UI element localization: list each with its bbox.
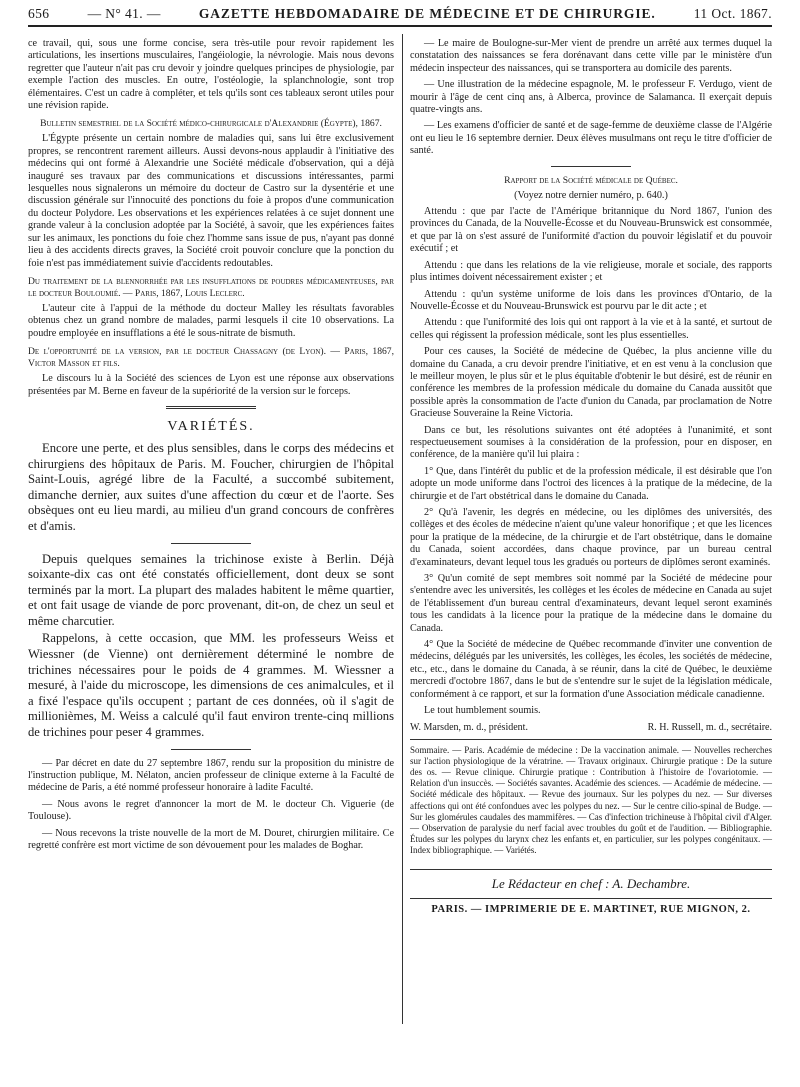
newspaper-page	[28, 6, 772, 1081]
rapport-subheading: (Voyez notre dernier numéro, p. 640.)	[514, 189, 668, 201]
attendu-3: Attendu : qu'un système uniforme de lois dans les provinces d'Ontario, de la Nouvelle-Écosse et du Nouveau-Brunswick est pourvu par le dit acte ; et	[410, 288, 772, 312]
separator	[551, 166, 631, 167]
resolution-3: 3° Qu'un comité de sept membres soit nommé par la Société de médecine pour s'entendre avec les universités, les collèges et les écoles de médecine en Canada au sujet de l'établissement d'un bureau central d'examinateurs, devant lequel seront examinés tous les candidats à la licence pour la pratique de la médecine dans le domaine du Canada.	[410, 573, 772, 634]
secretary-signature: R. H. Russell, m. d., secrétaire.	[647, 721, 772, 733]
editor-line: Le Rédacteur en chef : A. Dechambre.	[410, 869, 772, 892]
section-separator	[166, 406, 256, 409]
attendu-1: Attendu : que par l'acte de l'Amérique britannique du Nord 1867, l'union des provinces du Canada, de la Nouvelle-Écosse et du Nouveau-Brunswick est consommée, et que par là on s'est assuré de l'uniformité d'action du pouvoir législatif et du pouvoir exécutif ; et	[410, 206, 772, 255]
bulletin-paragraph: L'Égypte présente un certain nombre de maladies qui, sans lui être exclusivement propres, se rencontrent rarement ailleurs. Aussi devons-nous applaudir à l'initiative des médecins qui ont formé à Alexandrie une Société médicale d'observation, qui a déjà inauguré ses travaux par des communications et discussions intéressantes, parmi lesquelles nous signalerons un mémoire du docteur de Castro sur la dysentérie et une discussion générale sur l'innocuité des ponctions du foie à propos d'une communication du docteur Polydore. Les observations et les expériences relatées à ce sujet donnent une grande valeur à la conclusion adoptée par la Société, à savoir, que les expériences faites sur les animaux, les ponctions du foie chez l'homme sans issue de pus, n'ayant pas donné lieu à des accidents directs graves, la Société croit pouvoir conclure que la ponction du foie n'est pas immédiatement suivie d'accidents redoutables.	[28, 133, 394, 269]
bulletin-heading: Bulletin semestriel de la Société médico-chirurgicale d'Alexandrie (Égypte), 1867.	[40, 118, 382, 130]
issue-date: 11 Oct. 1867.	[693, 6, 772, 21]
column-divider	[402, 34, 403, 1024]
foucher-paragraph: Encore une perte, et des plus sensibles, dans le corps des médecins et chirurgiens des hôpitaux de Paris. M. Foucher, chirurgien de l'hôpital Saint-Louis, agrégé libre de la Faculté, a succombé subitement, dimanche dernier, aux suites d'une affection du cœur et de l'aorte. Ses obsèques ont eu lieu mardi, au milieu d'un grand concours de confrères et d'amis.	[28, 440, 394, 533]
trichinose-paragraph-2: Rappelons, à cette occasion, que MM. les professeurs Weiss et Wiessner (de Vienne) ont dernièrement déterminé le nombre de trichines nécessaires pour le poids de 4 grammes. M. Wiessner a mesuré, à l'aide du microscope, les dimensions de ces animalcules, et il a fixé l'espace qu'ils occupent ; partant de ces données, où il s'agit de millionièmes, M. Weiss a calculé qu'il faut environ trente-cinq millions de trichines pour peser 4 grammes.	[28, 631, 394, 740]
varietes-large-block	[28, 441, 394, 741]
right-column	[410, 38, 772, 915]
separator	[171, 749, 251, 750]
decret-paragraph: — Par décret en date du 27 septembre 1867, rendu sur la proposition du ministre de l'instruction publique, M. Nélaton, ancien professeur de clinique externe à la Faculté de médecine de Paris, a été nommé professeur honoraire à ladite Faculté.	[28, 757, 394, 794]
resolution-4: 4° Que la Société de médecine de Québec recommande d'inviter une convention de médecins, délégués par les universités, les collèges, les écoles, les sociétés de médecine, etc., etc., dans le domaine du Canada, à se réunir, dans la cité de Québec, le deuxième mercredi d'octobre 1867, dans le but de s'entendre sur le sujet de la législation médicale, conformément à ce rapport, et sur la formation d'une Association médicale canadienne.	[410, 639, 772, 700]
intro-paragraph: ce travail, qui, sous une forme concise, sera très-utile pour revoir rapidement les articulations, les insertions musculaires, l'angéiologie, la névrologie. Mais nous devons regretter que l'auteur n'ait pas cru devoir y joindre quelques principes de physiologie, par exemple l'action des muscles. En outre, l'ostéologie, la splanchnologie, sont trop élémentaires. C'est un cadre à compléter, et tels qu'ils sont ces tableaux seront utiles pour une révision rapide.	[28, 38, 394, 112]
blenno-heading: Du traitement de la blennorrhée par les insufflations de poudres médicamenteuses, par le docteur Bouloumié. — Paris, 1867, Louis Leclerc.	[28, 275, 394, 299]
signatures	[410, 722, 772, 733]
pour-ces-causes: Pour ces causes, la Société de médecine de Québec, la plus ancienne ville du domaine du Canada, a cru devoir prendre l'initiative, et en est venu à la conclusion que le meilleur moyen, le plus sûr et le plus équitable d'obtenir le but désiré, est de réunir en conférence les membres de la profession médicale du domaine du Canada aussitôt que possible après la consommation de l'acte d'union du Canada, par proclamation de Notre Gracieuse Souveraine la Reine Victoria.	[410, 346, 772, 420]
separator	[171, 543, 251, 544]
attendu-4: Attendu : que l'uniformité des lois qui ont rapport à la vie et à la santé, et surtout de celles qui régissent la profession médicale, sont les plus essentielles.	[410, 317, 772, 341]
resolution-2: 2° Qu'à l'avenir, les degrés en médecine, ou les diplômes des universités, des collèges et des écoles de médecine n'aient qu'une valeur honorifique ; et que les licences pour la pratique de la médecine, de la chirurgie et de l'art obstétrique, dans le domaine du Canada, soient accordées, dans chaque province, par un bureau central d'examinateurs, devant lequel tous les gradués ou porteurs de diplômes seront examinés.	[410, 507, 772, 568]
page-header	[28, 6, 772, 27]
soumis-line: Le tout humblement soumis.	[424, 705, 541, 717]
boulogne-paragraph: — Le maire de Boulogne-sur-Mer vient de prendre un arrêté aux termes duquel la constatation des naissances se fera dorénavant dans cette ville par le ministère d'un médecin inspecteur des naissances, qui se transportera au domicile des parents.	[410, 38, 772, 74]
viguerie-paragraph: — Nous avons le regret d'annoncer la mort de M. le docteur Ch. Viguerie (de Toulouse).	[28, 798, 394, 823]
left-column	[28, 38, 394, 856]
dans-ce-but: Dans ce but, les résolutions suivantes ont été adoptées à l'unanimité, et sont respectueusement soumises à la considération de la profession, pour en disposer, en conférence, de la manière qu'il lui plaira :	[410, 424, 772, 461]
douret-paragraph: — Nous recevons la triste nouvelle de la mort de M. Douret, chirurgien militaire. Ce regretté confrère est mort victime de son dévouement pour les malades de Boghar.	[28, 827, 394, 852]
page-number: 656	[28, 6, 50, 21]
issue-number: — N° 41. —	[87, 6, 161, 21]
version-heading: De l'opportunité de la version, par le docteur Chassagny (de Lyon). — Paris, 1867, Victor Masson et fils.	[28, 346, 394, 370]
trichinose-paragraph-1: Depuis quelques semaines la trichinose existe à Berlin. Déjà soixante-dix cas ont été constatés officiellement, dont deux se sont terminés par la mort. La plupart des malades habitent le même quartier, et ont fait usage de viande de porc provenant, dit-on, de chez un seul et même charcutier.	[28, 551, 394, 628]
sommaire-block: Sommaire. — Paris. Académie de médecine : De la vaccination animale. — Nouvelles recherches sur l'action physiologique de la vératrine. — Travaux originaux. Chirurgie pratique : De la suture des os. — Revue clinique. Chirurgie pratique : Contribution à l'histoire de l'ovariotomie. — Relation d'un insuccès. — Sociétés savantes. Académie des sciences. — Académie de médecine. — Société médicale des hôpitaux. — Revue des journaux. Sur les polypes du nez. — Sur diverses affections qui ont été confondues avec les polypes du nez. — Sur le centre cilio-spinal de Budge. — Sur les glomérules caudales des mammifères. — Cas d'infection trichineuse à l'hôpital civil d'Alger. — Observation de paralysie du nerf facial avec troubles du goût et de l'audition. — Bibliographie. Études sur les polypes du larynx chez les enfants et, en particulier, sur les polypes congénitaux. — Index bibliographique. — Variétés.	[410, 739, 772, 857]
resolution-1: 1° Que, dans l'intérêt du public et de la profession médicale, il est désirable que l'on adopte un mode uniforme dans l'octroi des licences à la pratique de la médecine, de la chirurgie et de l'art obstétrical dans le domaine du Canada.	[410, 465, 772, 502]
algerie-paragraph: — Les examens d'officier de santé et de sage-femme de deuxième classe de l'Algérie ont eu lieu le 16 septembre dernier. Deux élèves musulmans ont reçu le titre d'officier de santé.	[410, 120, 772, 157]
verdugo-paragraph: — Une illustration de la médecine espagnole, M. le professeur F. Verdugo, vient de mourir à l'âge de cent cinq ans, à Alberca, province de Salamanca. Il exerçait depuis quatre-vingts ans.	[410, 79, 772, 116]
varietes-heading: VARIÉTÉS.	[167, 418, 255, 434]
printer-line: PARIS. — IMPRIMERIE DE E. MARTINET, RUE MIGNON, 2.	[410, 898, 772, 915]
president-signature: W. Marsden, m. d., président.	[410, 721, 528, 733]
attendu-2: Attendu : que dans les relations de la vie religieuse, morale et sociale, des rapports plus intimes doivent nécessairement exister ; et	[410, 259, 772, 284]
rapport-heading: Rapport de la Société médicale de Québec.	[504, 174, 678, 186]
journal-title: GAZETTE HEBDOMADAIRE DE MÉDECINE ET DE CHIRURGIE.	[198, 6, 656, 21]
blenno-paragraph: L'auteur cite à l'appui de la méthode du docteur Malley les résultats favorables obtenus chez un grand nombre de malades, parmi lesquels il cite 10 observations. La poudre employée en insufflations a été le sous-nitrate de bismuth.	[28, 302, 394, 339]
version-paragraph: Le discours lu à la Société des sciences de Lyon est une réponse aux observations présentées par M. Berne en faveur de la supériorité de la version sur le forceps.	[28, 373, 394, 397]
